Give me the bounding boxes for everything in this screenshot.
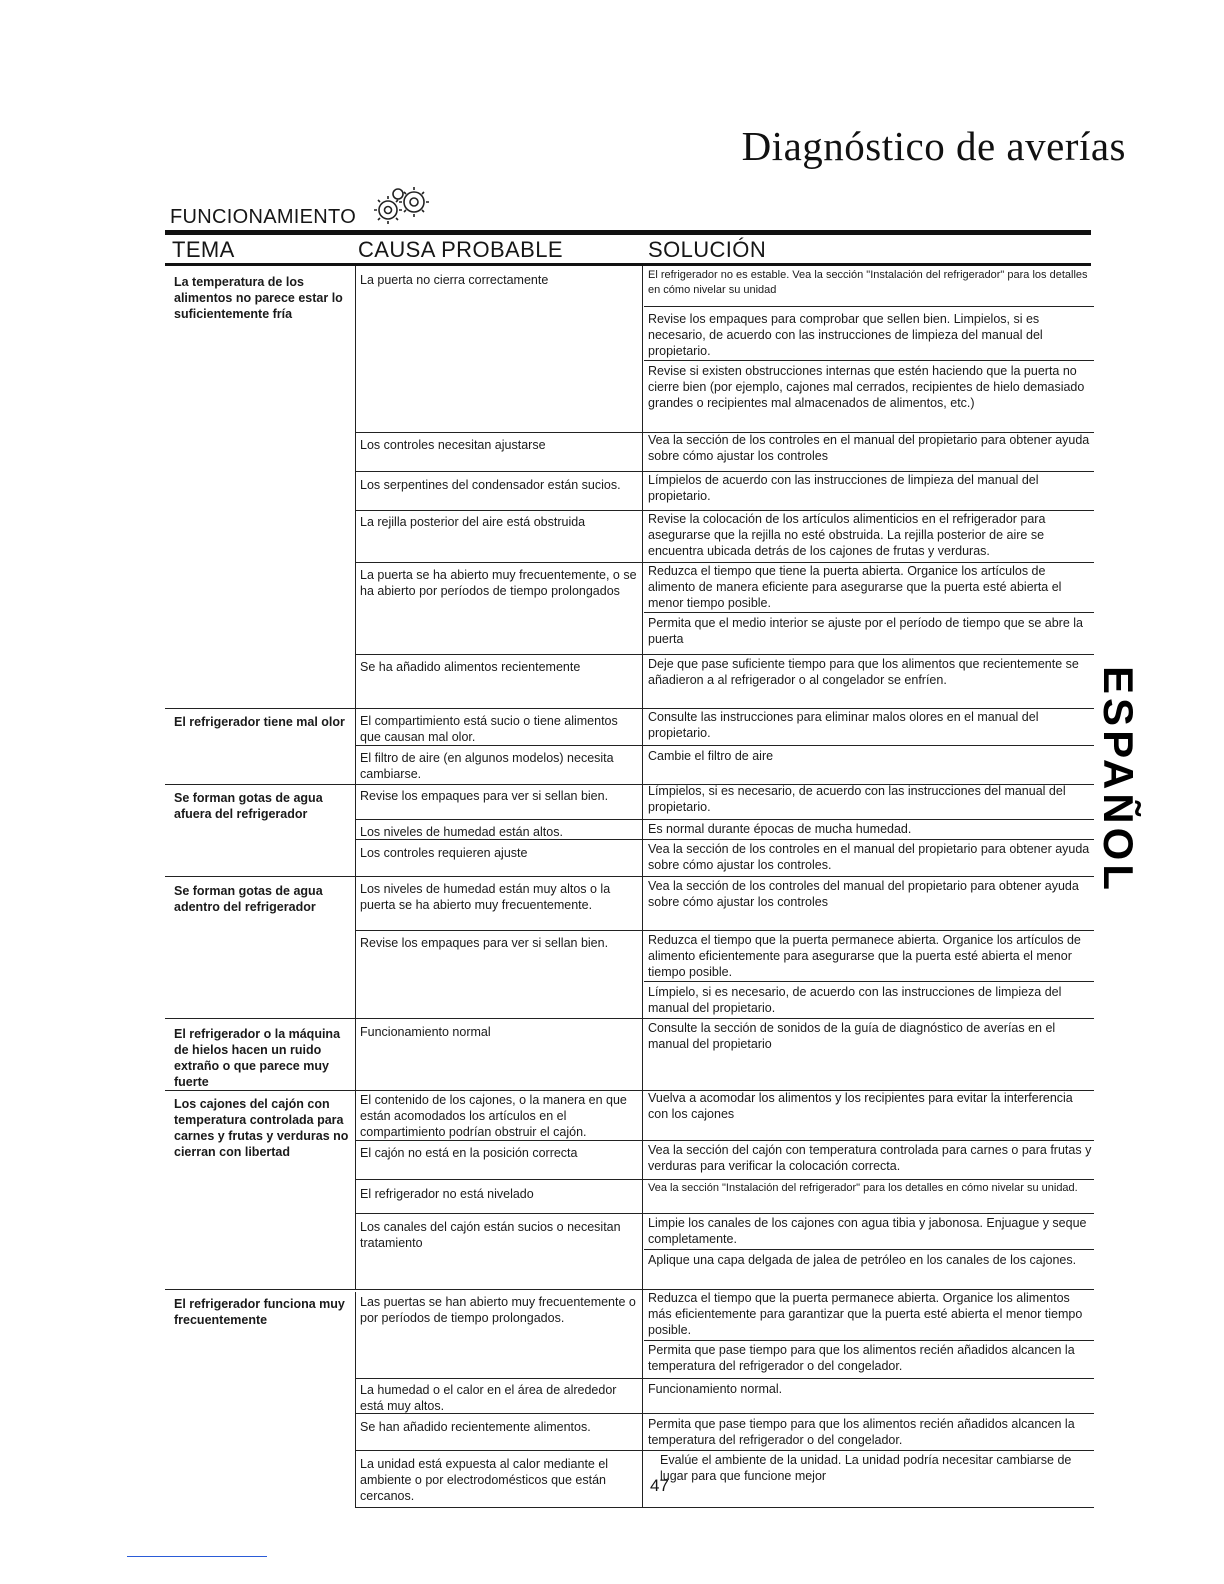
cause-cell: La puerta se ha abierto muy frecuentemente, o se ha abierto por períodos de tiempo prolongados [360, 568, 637, 598]
table-rule [165, 1018, 1094, 1019]
table-rule [644, 360, 1094, 361]
cause-cell: El cajón no está en la posición correcta [360, 1146, 578, 1160]
solution-cell: Revise si existen obstrucciones internas que estén haciendo que la puerta no cierre bien (por ejemplo, cajones mal cerrados, recipientes de hielo demasiado grandes o recipientes mal almacenados de alimentos, etc.) [648, 364, 1085, 410]
column-header-topic: TEMA [172, 237, 235, 262]
topic-cell: El refrigerador tiene mal olor [174, 715, 345, 729]
cause-cell: El filtro de aire (en algunos modelos) necesita cambiarse. [360, 751, 614, 781]
column-header-solution: SOLUCIÓN [648, 237, 767, 262]
table-rule [356, 654, 1094, 655]
solution-cell: Permita que pase tiempo para que los alimentos recién añadidos alcancen la temperatura del refrigerador o del congelador. [648, 1417, 1075, 1447]
solution-cell: Reduzca el tiempo que la puerta permanece abierta. Organice los artículos de alimento eficientemente para asegurarse que la puerta esté abierta el menor tiempo posible. [648, 933, 1081, 979]
cause-cell: Los serpentines del condensador están sucios. [360, 478, 621, 492]
header-rule-top [165, 230, 1091, 235]
cause-cell: La humedad o el calor en el área de alrededor está muy altos. [360, 1383, 617, 1413]
solution-cell: Vea la sección "Instalación del refrigerador" para los detalles en cómo nivelar su unidad. [648, 1182, 1078, 1194]
cause-cell: El contenido de los cajones, o la manera en que están acomodados los artículos en el compartimiento podrían obstruir el cajón. [360, 1093, 627, 1139]
topic-cell: La temperatura de los alimentos no parece estar lo suficientemente fría [174, 275, 343, 321]
table-rule [356, 1507, 1094, 1508]
cause-cell: El refrigerador no está nivelado [360, 1187, 534, 1201]
page-number: 47 [650, 1476, 669, 1495]
solution-cell: Reduzca el tiempo que tiene la puerta abierta. Organice los artículos de alimento de manera eficiente para asegurarse que la puerta esté abierta el menor tiempo posible. [648, 564, 1062, 610]
solution-cell: Límpielos de acuerdo con las instrucciones de limpieza del manual del propietario. [648, 473, 1039, 503]
cause-cell: Revise los empaques para ver si sellan bien. [360, 789, 609, 803]
cause-cell: La rejilla posterior del aire está obstruida [360, 515, 586, 529]
table-rule [644, 612, 1094, 613]
solution-cell: Funcionamiento normal. [648, 1382, 783, 1396]
solution-cell: Consulte las instrucciones para eliminar malos olores en el manual del propietario. [648, 710, 1039, 740]
solution-cell: Cambie el filtro de aire [648, 749, 774, 763]
solution-cell: Límpielos, si es necesario, de acuerdo con las instrucciones del manual del propietario. [648, 784, 1066, 814]
solution-cell: Es normal durante épocas de mucha humedad. [648, 822, 912, 836]
table-rule [356, 1450, 1094, 1451]
cause-cell: Los controles necesitan ajustarse [360, 438, 546, 452]
language-tab-label: ESPAÑOL [1095, 666, 1142, 894]
solution-cell: Reduzca el tiempo que la puerta permanece abierta. Organice los alimentos más eficientemente para garantizar que la puerta esté abierta el menor tiempo posible. [648, 1291, 1083, 1337]
topic-cell: Se forman gotas de agua afuera del refrigerador [174, 791, 323, 821]
table-rule [356, 930, 1094, 931]
solution-cell: Permita que pase tiempo para que los alimentos recién añadidos alcancen la temperatura del refrigerador o del congelador. [648, 1343, 1075, 1373]
cause-cell: Funcionamiento normal [360, 1025, 491, 1039]
solution-cell: Consulte la sección de sonidos de la guía de diagnóstico de averías en el manual del propietario [648, 1021, 1056, 1051]
solution-cell: Vea la sección del cajón con temperatura controlada para carnes o para frutas y verduras para verificar la colocación correcta. [648, 1143, 1092, 1173]
solution-cell: Aplique una capa delgada de jalea de petróleo en los canales de los cajones. [648, 1253, 1077, 1267]
column-header-cause: CAUSA PROBABLE [358, 237, 563, 262]
section-title: FUNCIONAMIENTO [170, 206, 357, 228]
table-rule [356, 819, 1094, 820]
solution-cell: Evalúe el ambiente de la unidad. La unidad podría necesitar cambiarse de lugar para que funcione mejor [660, 1453, 1072, 1483]
cause-cell: La unidad está expuesta al calor mediante el ambiente o por electrodomésticos que están cercanos. [360, 1457, 609, 1503]
table-rule [644, 1340, 1094, 1341]
table-rule [356, 1378, 1094, 1379]
solution-cell: Revise los empaques para comprobar que sellen bien. Limpielos, si es necesario, de acuerdo con las instrucciones de limpieza del manual del propietario. [648, 312, 1043, 358]
table-rule [165, 876, 1094, 877]
solution-cell: Vea la sección de los controles en el manual del propietario para obtener ayuda sobre cómo ajustar los controles. [648, 842, 1090, 872]
column-divider-topic-cause [355, 266, 356, 1290]
cause-cell: La puerta no cierra correctamente [360, 273, 549, 287]
table-rule [356, 1213, 1094, 1214]
solution-cell: Límpielo, si es necesario, de acuerdo con las instrucciones de limpieza del manual del propietario. [648, 985, 1062, 1015]
cause-cell: Se han añadido recientemente alimentos. [360, 1420, 591, 1434]
cause-cell: El compartimiento está sucio o tiene alimentos que causan mal olor. [360, 714, 618, 744]
table-rule [644, 1249, 1094, 1250]
cause-cell: Los controles requieren ajuste [360, 846, 528, 860]
topic-cell: El refrigerador o la máquina de hielos hacen un ruido extraño o que parece muy fuerte [174, 1027, 341, 1089]
topic-cell: Los cajones del cajón con temperatura controlada para carnes y frutas y verduras no cierran con libertad [174, 1097, 349, 1159]
footer-rule [127, 1556, 267, 1557]
cause-cell: Las puertas se han abierto muy frecuentemente o por períodos de tiempo prolongados. [360, 1295, 636, 1325]
cause-cell: Los canales del cajón están sucios o necesitan tratamiento [360, 1220, 621, 1250]
table-rule [356, 745, 1094, 746]
table-rule [356, 1179, 1094, 1180]
language-tab [1095, 662, 1142, 898]
header-rule-bottom [165, 263, 1091, 266]
solution-cell: Permita que el medio interior se ajuste por el período de tiempo que se abre la puerta [648, 616, 1083, 646]
table-rule [356, 1413, 1094, 1414]
column-divider-cause-solution [642, 266, 643, 1508]
topic-cell: Se forman gotas de agua adentro del refrigerador [174, 884, 323, 914]
solution-cell: Limpie los canales de los cajones con agua tibia y jabonosa. Enjuague y seque completamente. [648, 1216, 1087, 1246]
gears-icon [368, 186, 440, 226]
solution-cell: El refrigerador no es estable. Vea la sección "Instalación del refrigerador" para los detalles en cómo nivelar su unidad [648, 269, 1088, 296]
table-rule [644, 306, 1094, 307]
page-title: Diagnóstico de averías [741, 123, 1126, 169]
cause-cell: Los niveles de humedad están muy altos o la puerta se ha abierto muy frecuentemente. [360, 882, 611, 912]
column-divider-topic-cause-last [355, 1292, 356, 1508]
cause-cell: Los niveles de humedad están altos. [360, 825, 563, 839]
table-rule [644, 981, 1094, 982]
cause-cell: Revise los empaques para ver si sellan bien. [360, 936, 609, 950]
topic-cell: El refrigerador funciona muy frecuentemente [174, 1297, 345, 1327]
table-rule [356, 839, 1094, 840]
solution-cell: Vea la sección de los controles del manual del propietario para obtener ayuda sobre cómo ajustar los controles [648, 879, 1079, 909]
solution-cell: Vea la sección de los controles en el manual del propietario para obtener ayuda sobre cómo ajustar los controles [648, 433, 1090, 463]
solution-cell: Vuelva a acomodar los alimentos y los recipientes para evitar la interferencia con los cajones [648, 1091, 1073, 1121]
solution-cell: Revise la colocación de los artículos alimenticios en el refrigerador para asegurarse que la rejilla no esté obstruida. La rejilla posterior de aire se encuentra ubicada detrás de los cajones de frutas y verduras. [648, 512, 1046, 558]
cause-cell: Se ha añadido alimentos recientemente [360, 660, 581, 674]
solution-cell: Deje que pase suficiente tiempo para que los alimentos que recientemente se añadieron a al refrigerador o al congelador se enfríen. [648, 657, 1079, 687]
table-rule [356, 1140, 1094, 1141]
